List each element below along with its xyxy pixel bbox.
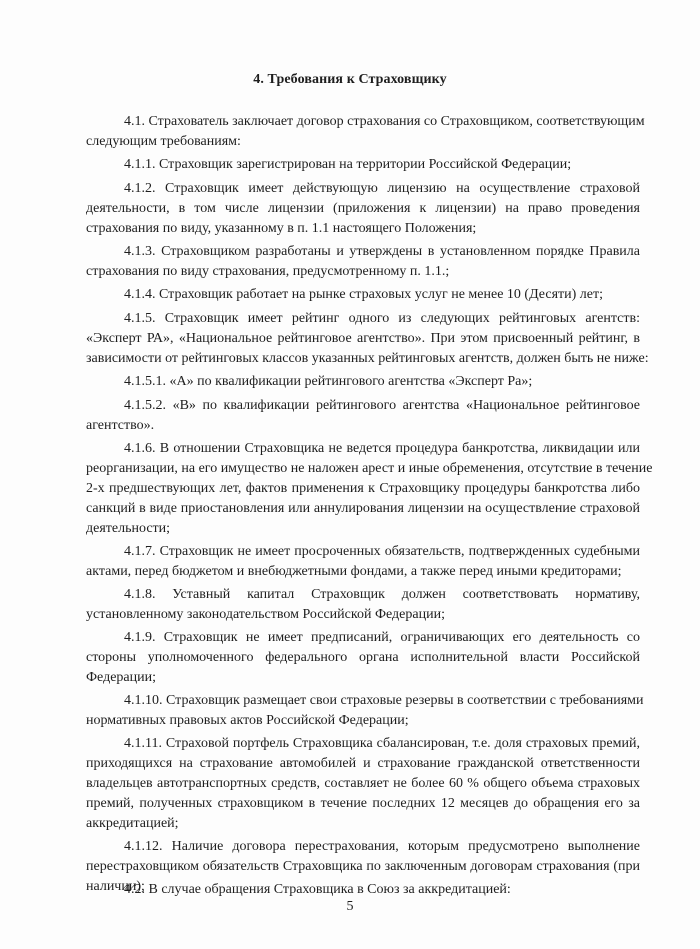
- paragraph-line: деятельности;: [86, 521, 171, 536]
- paragraph-line: наличии);: [86, 879, 145, 894]
- paragraph-line: приходящихся на страхование автомобилей и страхование гражданской ответственности: [86, 756, 640, 771]
- paragraph-line: деятельности, в том числе лицензии (приложения к лицензии) на право проведения: [86, 201, 640, 216]
- paragraph-line: 4.1.2. Страховщик имеет действующую лицензию на осуществление страховой: [124, 181, 640, 196]
- paragraph-line: следующим требованиям:: [86, 134, 241, 149]
- paragraph-line: 4.1.5.1. «А» по квалификации рейтингового агентства «Эксперт Ра»;: [124, 374, 533, 389]
- paragraph-line: 4.1.8. Уставный капитал Страховщик должен соответствовать нормативу,: [124, 587, 640, 602]
- paragraph-line: реорганизации, на его имущество не наложен арест и иные обременения, отсутствие в течение: [86, 461, 653, 476]
- paragraph-line: владельцев автотранспортных средств, составляет не более 60 % общего объема страховых: [86, 776, 640, 791]
- paragraph-line: агентство».: [86, 418, 155, 433]
- paragraph-line: 4.1.6. В отношении Страховщика не ведется процедура банкротства, ликвидации или: [124, 441, 640, 456]
- paragraph-line: страхования по виду страхования, предусмотренному п. 1.1.;: [86, 264, 450, 279]
- paragraph-line: 4.1.1. Страховщик зарегистрирован на территории Российской Федерации;: [124, 157, 572, 172]
- paragraph-line: 4.1.3. Страховщиком разработаны и утверждены в установленном порядке Правила: [124, 244, 640, 259]
- paragraph-line: премий, полученных страховщиком в течение последних 12 месяцев до обращения его за: [86, 796, 640, 811]
- paragraph-line: 4.1.11. Страховой портфель Страховщика сбалансирован, т.е. доля страховых премий,: [124, 736, 640, 751]
- paragraph-line: нормативных правовых актов Российской Федерации;: [86, 713, 409, 728]
- paragraph-line: 4.1.9. Страховщик не имеет предписаний, ограничивающих его деятельность со: [124, 630, 640, 645]
- paragraph-line: 2-х предшествующих лет, фактов применения к Страховщику процедуры банкротства либо: [86, 481, 640, 496]
- paragraph-line: установленному законодательством Российской Федерации;: [86, 607, 445, 622]
- paragraph-line: аккредитацией;: [86, 816, 179, 831]
- paragraph-line: 4.1.7. Страховщик не имеет просроченных обязательств, подтвержденных судебными: [124, 544, 640, 559]
- paragraph-line: 4.1.5.2. «В» по квалификации рейтингового агентства «Национальное рейтинговое: [124, 398, 640, 413]
- paragraph-line: зависимости от рейтинговых классов указанных рейтинговых агентств, должен быть не ниже:: [86, 351, 649, 366]
- paragraph-line: 4.2. В случае обращения Страховщика в Союз за аккредитацией:: [124, 882, 511, 897]
- page-number: 5: [346, 899, 354, 914]
- paragraph-line: 4.1.4. Страховщик работает на рынке страховых услуг не менее 10 (Десяти) лет;: [124, 287, 603, 302]
- paragraph-line: Федерации;: [86, 670, 157, 685]
- paragraph-line: актами, перед бюджетом и внебюджетными фондами, а также перед иными кредиторами;: [86, 564, 622, 579]
- paragraph-line: «Эксперт РА», «Национальное рейтинговое агентство». При этом присвоенный рейтинг, в: [86, 331, 640, 346]
- paragraph-line: 4.1.5. Страховщик имеет рейтинг одного из следующих рейтинговых агентств:: [124, 311, 640, 326]
- paragraph-line: перестраховщиком обязательств Страховщика по заключенным договорам страхования (при: [86, 859, 640, 874]
- paragraph-line: стороны уполномоченного федерального органа исполнительной власти Российской: [86, 650, 640, 665]
- paragraph-line: 4.1.10. Страховщик размещает свои страховые резервы в соответствии с требованиями: [124, 693, 644, 708]
- paragraph-line: страхования по виду, указанному в п. 1.1 настоящего Положения;: [86, 221, 477, 236]
- section-title: 4. Требования к Страховщику: [253, 72, 447, 87]
- paragraph-line: 4.1. Страхователь заключает договор страхования со Страховщиком, соответствующим: [124, 114, 645, 129]
- paragraph-line: санкций в виде приостановления или аннулирования лицензии на осуществление страховой: [86, 501, 640, 516]
- paragraph-line: 4.1.12. Наличие договора перестрахования, которым предусмотрено выполнение: [124, 839, 640, 854]
